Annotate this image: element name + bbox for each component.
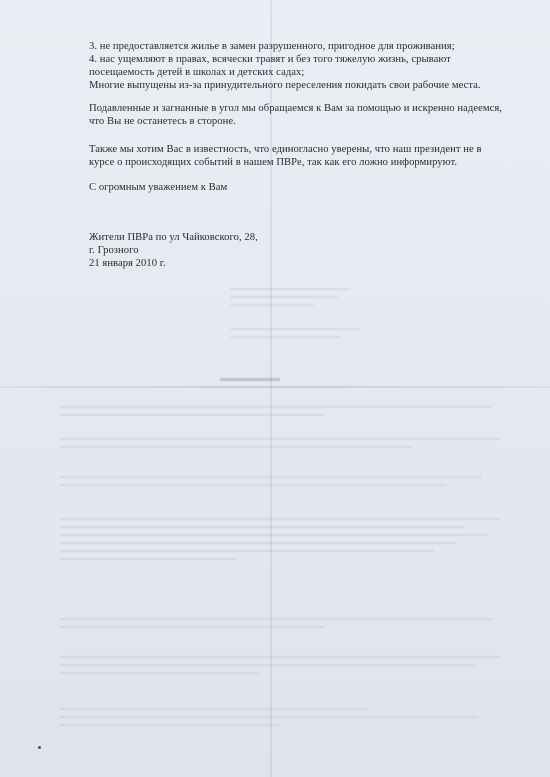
show-through-block — [60, 702, 500, 732]
text-line: С огромным уважением к Вам — [89, 182, 228, 193]
text-line: 4. нас ущемляют в правах, всячески травят и без того тяжелую жизнь, срывают — [89, 54, 451, 65]
show-through-block — [60, 400, 500, 422]
closing-line — [89, 181, 519, 194]
president-paragraph — [89, 143, 519, 169]
text-line: курсе о происходящих событий в нашем ПВРе, так как его ложно информируют. — [89, 157, 458, 168]
text-line: Подавленные и загнанные в угол мы обращаемся к Вам за помощью и искренно надеемся, — [89, 103, 502, 114]
show-through-block — [60, 432, 500, 454]
show-through-block — [60, 650, 500, 680]
text-line: посещаемость детей в школах и детских садах; — [89, 67, 305, 78]
show-through-block — [230, 282, 350, 312]
show-through-block — [60, 512, 500, 566]
text-line: 21 января 2010 г. — [89, 258, 166, 269]
show-through-block — [60, 470, 500, 492]
show-through-block — [60, 612, 500, 634]
appeal-paragraph — [89, 102, 519, 128]
text-line: что Вы не останетесь в стороне. — [89, 116, 236, 127]
text-line: Также мы хотим Вас в известность, что единогласно уверены, что наш президент не в — [89, 144, 482, 155]
scan-speck — [38, 746, 41, 749]
text-line: 3. не предоставляется жилье в замен разрушенного, пригодное для проживания; — [89, 41, 455, 52]
item-3-4-paragraph — [89, 40, 519, 92]
text-line: г. Грозного — [89, 245, 139, 256]
text-line: Жители ПВРа по ул Чайковского, 28, — [89, 232, 258, 243]
text-line: Многие выпущены из-за принудительного переселения покидать свои рабочие места. — [89, 80, 481, 91]
signature-block — [89, 231, 519, 270]
fold-crease — [0, 386, 550, 388]
show-through-block — [230, 322, 360, 344]
show-through-title — [220, 378, 280, 381]
